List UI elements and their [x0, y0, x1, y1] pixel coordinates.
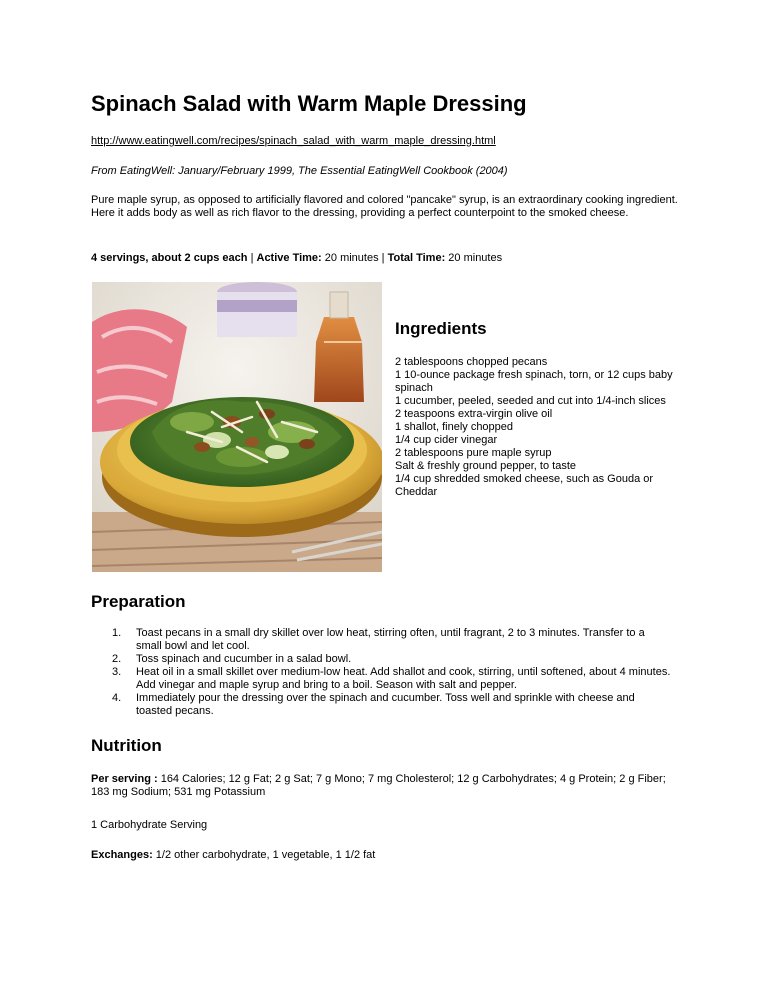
- step-number: 3.: [112, 666, 122, 678]
- exchanges-label: Exchanges:: [91, 849, 153, 861]
- nutrition-heading: Nutrition: [91, 736, 162, 755]
- ingredients-list: [395, 356, 685, 499]
- per-serving-label: Per serving :: [91, 773, 158, 785]
- step-number: 1.: [112, 627, 122, 639]
- ingredient-item: 2 teaspoons extra-virgin olive oil: [395, 408, 553, 420]
- step-text: Toast pecans in a small dry skillet over low heat, stirring often, until fragrant, 2 to 3 minutes. Transfer to a small bowl and let cool.: [136, 627, 645, 652]
- salad-illustration: [92, 282, 382, 572]
- ingredient-item: Salt & freshly ground pepper, to taste: [395, 460, 577, 472]
- preparation-steps: [91, 627, 671, 718]
- ingredient-item: 1 cucumber, peeled, seeded and cut into 1/4-inch slices: [395, 395, 666, 407]
- active-time-value: 20 minutes: [321, 252, 379, 264]
- step-text: Heat oil in a small skillet over medium-low heat. Add shallot and cook, stirring, until softened, about 4 minutes. Add vinegar and maple syrup and bring to a boil. Season with salt and pepper.: [136, 666, 671, 691]
- step-number: 4.: [112, 692, 122, 704]
- ingredient-item: 1 10-ounce package fresh spinach, torn, or 12 cups baby spinach: [395, 369, 673, 394]
- ingredients-heading: Ingredients: [395, 319, 487, 338]
- ingredient-item: 1/4 cup cider vinegar: [395, 434, 498, 446]
- total-time-label: Total Time:: [387, 252, 446, 264]
- total-time-value: 20 minutes: [445, 252, 503, 264]
- ingredient-item: 1/4 cup shredded smoked cheese, such as Gouda or Cheddar: [395, 473, 654, 498]
- ingredient-item: 2 tablespoons chopped pecans: [395, 356, 548, 368]
- exchanges-info: [91, 848, 375, 862]
- preparation-step: [91, 692, 671, 718]
- recipe-title: Spinach Salad with Warm Maple Dressing: [91, 91, 527, 116]
- exchanges-value: 1/2 other carbohydrate, 1 vegetable, 1 1/2 fat: [152, 849, 376, 861]
- active-time-label: Active Time:: [256, 252, 322, 264]
- salad-photo: [92, 282, 382, 572]
- separator: |: [247, 252, 257, 264]
- recipe-url-link[interactable]: http://www.eatingwell.com/recipes/spinach_salad_with_warm_maple_dressing.html: [91, 135, 496, 147]
- step-number: 2.: [112, 653, 122, 665]
- preparation-step: [91, 666, 671, 692]
- preparation-heading: Preparation: [91, 592, 186, 611]
- recipe-intro: Pure maple syrup, as opposed to artificially flavored and colored "pancake" syrup, is an extraordinary cooking ingredient. Here it adds body as well as rich flavor to the dressing, providing a perfect counterpoint to the smoked cheese.: [91, 194, 678, 219]
- ingredient-item: 2 tablespoons pure maple syrup: [395, 447, 552, 459]
- preparation-step: [91, 627, 671, 653]
- per-serving-value: 164 Calories; 12 g Fat; 2 g Sat; 7 g Mono; 7 mg Cholesterol; 12 g Carbohydrates; 4 g Protein; 2 g Fiber; 183 mg Sodium; 531 mg Potassium: [91, 773, 666, 798]
- carbohydrate-serving: 1 Carbohydrate Serving: [91, 819, 208, 831]
- servings-text: 4 servings, about 2 cups each: [91, 252, 248, 264]
- step-text: Immediately pour the dressing over the spinach and cucumber. Toss well and sprinkle with cheese and toasted pecans.: [136, 692, 635, 717]
- source-citation: From EatingWell: January/February 1999, The Essential EatingWell Cookbook (2004): [91, 165, 508, 177]
- per-serving-info: [91, 773, 671, 799]
- ingredient-item: 1 shallot, finely chopped: [395, 421, 514, 433]
- preparation-step: [91, 653, 671, 666]
- separator: |: [378, 252, 388, 264]
- servings-line: [91, 251, 502, 265]
- step-text: Toss spinach and cucumber in a salad bowl.: [136, 653, 352, 665]
